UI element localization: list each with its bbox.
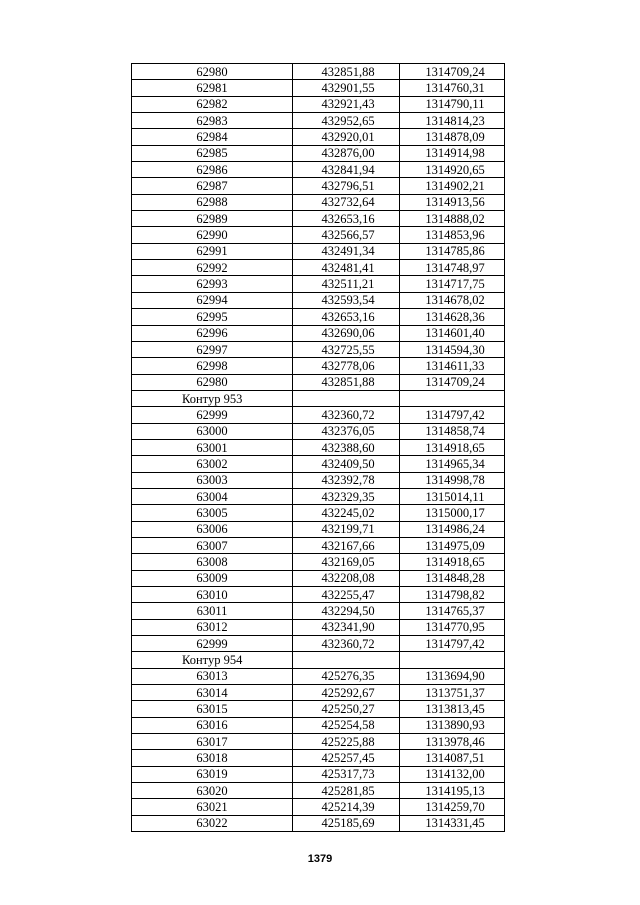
y-coordinate-cell: 1314259,70 bbox=[400, 799, 505, 815]
table-row bbox=[132, 815, 505, 831]
point-number-cell: 63006 bbox=[132, 521, 293, 537]
point-number-cell: 62995 bbox=[132, 309, 293, 325]
coordinates-table bbox=[131, 63, 505, 832]
y-coordinate-cell: 1314678,02 bbox=[400, 292, 505, 308]
y-coordinate-cell: 1314913,56 bbox=[400, 194, 505, 210]
empty-cell bbox=[400, 652, 505, 668]
point-number-cell: 63012 bbox=[132, 619, 293, 635]
y-coordinate-cell: 1315000,17 bbox=[400, 505, 505, 521]
y-coordinate-cell: 1314748,97 bbox=[400, 260, 505, 276]
y-coordinate-cell: 1314902,21 bbox=[400, 178, 505, 194]
point-number-cell: 62996 bbox=[132, 325, 293, 341]
x-coordinate-cell: 432901,55 bbox=[293, 80, 400, 96]
y-coordinate-cell: 1314798,82 bbox=[400, 587, 505, 603]
table-row bbox=[132, 407, 505, 423]
y-coordinate-cell: 1314878,09 bbox=[400, 129, 505, 145]
point-number-cell: 62998 bbox=[132, 358, 293, 374]
table-row bbox=[132, 766, 505, 782]
table-row bbox=[132, 243, 505, 259]
x-coordinate-cell: 432725,55 bbox=[293, 341, 400, 357]
x-coordinate-cell: 425292,67 bbox=[293, 685, 400, 701]
x-coordinate-cell: 432778,06 bbox=[293, 358, 400, 374]
y-coordinate-cell: 1314797,42 bbox=[400, 636, 505, 652]
y-coordinate-cell: 1314797,42 bbox=[400, 407, 505, 423]
table-row bbox=[132, 603, 505, 619]
y-coordinate-cell: 1314709,24 bbox=[400, 64, 505, 80]
table-row bbox=[132, 488, 505, 504]
y-coordinate-cell: 1314785,86 bbox=[400, 243, 505, 259]
contour-header-row bbox=[132, 652, 505, 668]
y-coordinate-cell: 1314195,13 bbox=[400, 783, 505, 799]
x-coordinate-cell: 432732,64 bbox=[293, 194, 400, 210]
y-coordinate-cell: 1314331,45 bbox=[400, 815, 505, 831]
point-number-cell: 63005 bbox=[132, 505, 293, 521]
x-coordinate-cell: 432920,01 bbox=[293, 129, 400, 145]
table-row bbox=[132, 80, 505, 96]
point-number-cell: 62980 bbox=[132, 64, 293, 80]
x-coordinate-cell: 425185,69 bbox=[293, 815, 400, 831]
table-row bbox=[132, 129, 505, 145]
table-row bbox=[132, 374, 505, 390]
x-coordinate-cell: 432851,88 bbox=[293, 64, 400, 80]
y-coordinate-cell: 1314601,40 bbox=[400, 325, 505, 341]
point-number-cell: 63014 bbox=[132, 685, 293, 701]
y-coordinate-cell: 1314611,33 bbox=[400, 358, 505, 374]
table-row bbox=[132, 439, 505, 455]
table-row bbox=[132, 537, 505, 553]
table-row bbox=[132, 260, 505, 276]
x-coordinate-cell: 432566,57 bbox=[293, 227, 400, 243]
point-number-cell: 62989 bbox=[132, 211, 293, 227]
point-number-cell: 63021 bbox=[132, 799, 293, 815]
point-number-cell: 62988 bbox=[132, 194, 293, 210]
table-row bbox=[132, 619, 505, 635]
x-coordinate-cell: 432690,06 bbox=[293, 325, 400, 341]
y-coordinate-cell: 1314790,11 bbox=[400, 96, 505, 112]
point-number-cell: 63002 bbox=[132, 456, 293, 472]
point-number-cell: 62993 bbox=[132, 276, 293, 292]
point-number-cell: 62994 bbox=[132, 292, 293, 308]
point-number-cell: 63010 bbox=[132, 587, 293, 603]
x-coordinate-cell: 432841,94 bbox=[293, 162, 400, 178]
table-row bbox=[132, 292, 505, 308]
x-coordinate-cell: 432388,60 bbox=[293, 439, 400, 455]
point-number-cell: 63022 bbox=[132, 815, 293, 831]
y-coordinate-cell: 1314888,02 bbox=[400, 211, 505, 227]
point-number-cell: 63001 bbox=[132, 439, 293, 455]
table-row bbox=[132, 701, 505, 717]
y-coordinate-cell: 1313890,93 bbox=[400, 717, 505, 733]
y-coordinate-cell: 1314814,23 bbox=[400, 113, 505, 129]
table-row bbox=[132, 554, 505, 570]
y-coordinate-cell: 1314132,00 bbox=[400, 766, 505, 782]
empty-cell bbox=[293, 652, 400, 668]
y-coordinate-cell: 1314087,51 bbox=[400, 750, 505, 766]
x-coordinate-cell: 432360,72 bbox=[293, 407, 400, 423]
x-coordinate-cell: 432593,54 bbox=[293, 292, 400, 308]
table-row bbox=[132, 423, 505, 439]
x-coordinate-cell: 425317,73 bbox=[293, 766, 400, 782]
y-coordinate-cell: 1314594,30 bbox=[400, 341, 505, 357]
point-number-cell: 62992 bbox=[132, 260, 293, 276]
table-row bbox=[132, 734, 505, 750]
x-coordinate-cell: 432653,16 bbox=[293, 309, 400, 325]
point-number-cell: 63017 bbox=[132, 734, 293, 750]
x-coordinate-cell: 432653,16 bbox=[293, 211, 400, 227]
point-number-cell: 62991 bbox=[132, 243, 293, 259]
point-number-cell: 63015 bbox=[132, 701, 293, 717]
x-coordinate-cell: 425250,27 bbox=[293, 701, 400, 717]
x-coordinate-cell: 425276,35 bbox=[293, 668, 400, 684]
x-coordinate-cell: 425214,39 bbox=[293, 799, 400, 815]
point-number-cell: 62985 bbox=[132, 145, 293, 161]
x-coordinate-cell: 432796,51 bbox=[293, 178, 400, 194]
point-number-cell: 62987 bbox=[132, 178, 293, 194]
table-row bbox=[132, 750, 505, 766]
point-number-cell: 62982 bbox=[132, 96, 293, 112]
x-coordinate-cell: 432851,88 bbox=[293, 374, 400, 390]
table-row bbox=[132, 276, 505, 292]
y-coordinate-cell: 1313813,45 bbox=[400, 701, 505, 717]
point-number-cell: 63018 bbox=[132, 750, 293, 766]
table-row bbox=[132, 211, 505, 227]
table-row bbox=[132, 227, 505, 243]
x-coordinate-cell: 425281,85 bbox=[293, 783, 400, 799]
y-coordinate-cell: 1314918,65 bbox=[400, 554, 505, 570]
x-coordinate-cell: 432376,05 bbox=[293, 423, 400, 439]
table-row bbox=[132, 113, 505, 129]
empty-cell bbox=[400, 390, 505, 406]
point-number-cell: 62983 bbox=[132, 113, 293, 129]
table-row bbox=[132, 178, 505, 194]
point-number-cell: 62997 bbox=[132, 341, 293, 357]
y-coordinate-cell: 1314709,24 bbox=[400, 374, 505, 390]
x-coordinate-cell: 432409,50 bbox=[293, 456, 400, 472]
x-coordinate-cell: 432199,71 bbox=[293, 521, 400, 537]
y-coordinate-cell: 1314965,34 bbox=[400, 456, 505, 472]
table-row bbox=[132, 341, 505, 357]
x-coordinate-cell: 432294,50 bbox=[293, 603, 400, 619]
contour-header-row bbox=[132, 390, 505, 406]
x-coordinate-cell: 432245,02 bbox=[293, 505, 400, 521]
y-coordinate-cell: 1314717,75 bbox=[400, 276, 505, 292]
point-number-cell: 63020 bbox=[132, 783, 293, 799]
y-coordinate-cell: 1313751,37 bbox=[400, 685, 505, 701]
x-coordinate-cell: 432360,72 bbox=[293, 636, 400, 652]
table-row bbox=[132, 145, 505, 161]
point-number-cell: 62999 bbox=[132, 407, 293, 423]
y-coordinate-cell: 1314986,24 bbox=[400, 521, 505, 537]
point-number-cell: 63019 bbox=[132, 766, 293, 782]
table-row bbox=[132, 358, 505, 374]
x-coordinate-cell: 432876,00 bbox=[293, 145, 400, 161]
point-number-cell: 62984 bbox=[132, 129, 293, 145]
x-coordinate-cell: 432952,65 bbox=[293, 113, 400, 129]
x-coordinate-cell: 432921,43 bbox=[293, 96, 400, 112]
table-row bbox=[132, 685, 505, 701]
x-coordinate-cell: 425257,45 bbox=[293, 750, 400, 766]
table-row bbox=[132, 587, 505, 603]
table-row bbox=[132, 194, 505, 210]
table-row bbox=[132, 505, 505, 521]
x-coordinate-cell: 425225,88 bbox=[293, 734, 400, 750]
y-coordinate-cell: 1314765,37 bbox=[400, 603, 505, 619]
table-row bbox=[132, 570, 505, 586]
y-coordinate-cell: 1314998,78 bbox=[400, 472, 505, 488]
x-coordinate-cell: 432491,34 bbox=[293, 243, 400, 259]
y-coordinate-cell: 1314760,31 bbox=[400, 80, 505, 96]
table-row bbox=[132, 783, 505, 799]
x-coordinate-cell: 432392,78 bbox=[293, 472, 400, 488]
contour-label: Контур 954 bbox=[132, 652, 293, 668]
y-coordinate-cell: 1314914,98 bbox=[400, 145, 505, 161]
table-row bbox=[132, 472, 505, 488]
y-coordinate-cell: 1314628,36 bbox=[400, 309, 505, 325]
point-number-cell: 63003 bbox=[132, 472, 293, 488]
y-coordinate-cell: 1315014,11 bbox=[400, 488, 505, 504]
table-row bbox=[132, 325, 505, 341]
x-coordinate-cell: 432481,41 bbox=[293, 260, 400, 276]
coordinates-table-body bbox=[132, 64, 505, 832]
table-row bbox=[132, 636, 505, 652]
contour-label: Контур 953 bbox=[132, 390, 293, 406]
page-number: 1379 bbox=[307, 853, 333, 865]
point-number-cell: 63011 bbox=[132, 603, 293, 619]
point-number-cell: 62990 bbox=[132, 227, 293, 243]
table-row bbox=[132, 717, 505, 733]
x-coordinate-cell: 425254,58 bbox=[293, 717, 400, 733]
point-number-cell: 63013 bbox=[132, 668, 293, 684]
x-coordinate-cell: 432341,90 bbox=[293, 619, 400, 635]
point-number-cell: 62980 bbox=[132, 374, 293, 390]
table-row bbox=[132, 162, 505, 178]
y-coordinate-cell: 1314920,65 bbox=[400, 162, 505, 178]
point-number-cell: 63008 bbox=[132, 554, 293, 570]
point-number-cell: 63007 bbox=[132, 537, 293, 553]
y-coordinate-cell: 1314975,09 bbox=[400, 537, 505, 553]
y-coordinate-cell: 1313978,46 bbox=[400, 734, 505, 750]
x-coordinate-cell: 432255,47 bbox=[293, 587, 400, 603]
table-row bbox=[132, 521, 505, 537]
table-row bbox=[132, 668, 505, 684]
y-coordinate-cell: 1314858,74 bbox=[400, 423, 505, 439]
table-row bbox=[132, 456, 505, 472]
y-coordinate-cell: 1313694,90 bbox=[400, 668, 505, 684]
point-number-cell: 62999 bbox=[132, 636, 293, 652]
x-coordinate-cell: 432169,05 bbox=[293, 554, 400, 570]
y-coordinate-cell: 1314853,96 bbox=[400, 227, 505, 243]
table-row bbox=[132, 64, 505, 80]
point-number-cell: 63000 bbox=[132, 423, 293, 439]
point-number-cell: 62986 bbox=[132, 162, 293, 178]
x-coordinate-cell: 432208,08 bbox=[293, 570, 400, 586]
y-coordinate-cell: 1314770,95 bbox=[400, 619, 505, 635]
point-number-cell: 63004 bbox=[132, 488, 293, 504]
x-coordinate-cell: 432167,66 bbox=[293, 537, 400, 553]
x-coordinate-cell: 432329,35 bbox=[293, 488, 400, 504]
point-number-cell: 63009 bbox=[132, 570, 293, 586]
table-row bbox=[132, 309, 505, 325]
y-coordinate-cell: 1314848,28 bbox=[400, 570, 505, 586]
table-row bbox=[132, 96, 505, 112]
x-coordinate-cell: 432511,21 bbox=[293, 276, 400, 292]
empty-cell bbox=[293, 390, 400, 406]
table-row bbox=[132, 799, 505, 815]
point-number-cell: 63016 bbox=[132, 717, 293, 733]
point-number-cell: 62981 bbox=[132, 80, 293, 96]
y-coordinate-cell: 1314918,65 bbox=[400, 439, 505, 455]
